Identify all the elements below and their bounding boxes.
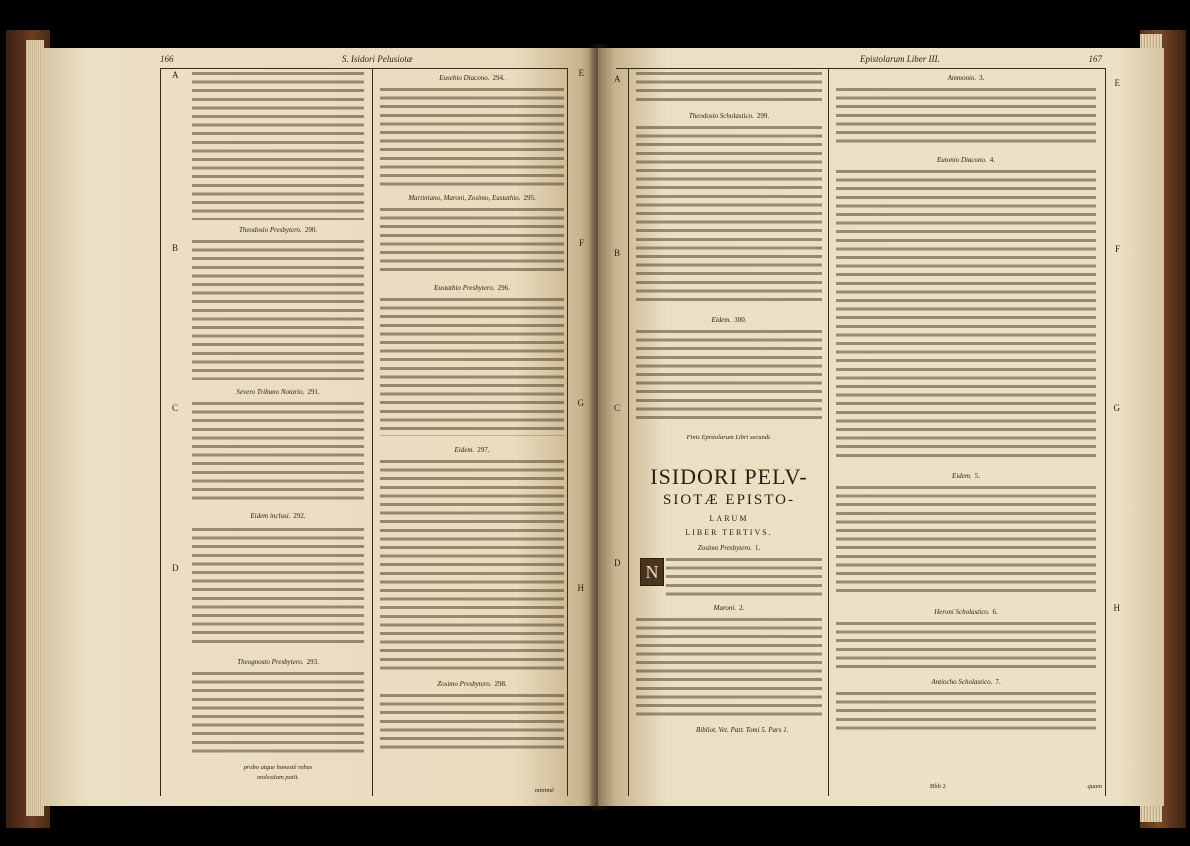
text-block (380, 694, 564, 754)
text-block (836, 486, 1096, 598)
text-block (836, 88, 1096, 144)
text-block (636, 330, 822, 422)
text-block (636, 126, 822, 306)
right-outer-rule (1105, 68, 1106, 796)
margin-letter: D (614, 558, 621, 568)
margin-letter: A (172, 70, 179, 80)
margin-letter: B (614, 248, 621, 258)
left-column-2 (380, 72, 564, 792)
letter-heading: Severo Tribuno Notario. 291. (236, 388, 320, 396)
left-page (42, 48, 598, 806)
right-column-divider (828, 68, 829, 796)
left-running-head: S. Isidori Pelusiotæ (342, 54, 413, 64)
closing-line: probo atque honestè rebus (243, 764, 313, 771)
letter-heading: Eidem. 300. (711, 316, 747, 324)
letter-heading: Eutonio Diacono. 4. (936, 156, 996, 164)
text-block (380, 88, 564, 186)
margin-letter: G (1113, 403, 1120, 413)
text-block (636, 618, 822, 720)
book-title-line-3: LARUM (709, 514, 749, 523)
end-of-book: Finis Epistolarum Libri secundi. (686, 434, 772, 441)
left-column-divider (372, 68, 373, 796)
left-page-number: 166 (160, 54, 174, 64)
left-head-rule (160, 68, 568, 69)
book-title-line-1: ISIDORI PELV- (650, 464, 808, 489)
letter-heading: Eusebio Diacono. 294. (439, 74, 505, 82)
text-block (192, 72, 364, 220)
margin-letter: H (577, 583, 584, 593)
text-block (836, 622, 1096, 668)
right-page-number: 167 (1088, 54, 1102, 64)
text-block (380, 298, 564, 436)
margin-letter: F (578, 238, 584, 248)
letter-heading: Zosimo Presbytero. 1. (697, 544, 761, 552)
letter-heading: Theognosto Presbytero. 293. (237, 658, 319, 666)
left-column-1 (192, 72, 364, 792)
margin-letter: G (577, 398, 584, 408)
letter-heading: Ammonio. 3. (947, 74, 985, 82)
letter-heading: Eustathio Presbytero. 296. (434, 284, 510, 292)
text-block (636, 72, 822, 102)
letter-heading: Heroni Scholastico. 6. (934, 608, 998, 616)
letter-heading: Maroni. 2. (713, 604, 745, 612)
signature-line: Bibliot. Vet. Patr. Tomi 5. Pars 1. (696, 726, 789, 734)
book-title-line-4: LIBER TERTIVS. (685, 528, 773, 537)
text-block (666, 558, 822, 598)
text-block (380, 208, 564, 274)
closing-line: molestiam patit. (257, 774, 299, 781)
letter-heading: Antiocho Scholastico. 7. (931, 678, 1001, 686)
text-block (192, 672, 364, 758)
drop-capital: N (640, 558, 664, 586)
letter-heading: Theodosio Scholastico. 299. (688, 112, 770, 120)
text-block (192, 240, 364, 380)
catchword: minimè (534, 787, 554, 794)
letter-heading: Eidem. 297. (454, 446, 490, 454)
letter-heading: Zosimo Presbytero. 298. (437, 680, 507, 688)
margin-letter: C (172, 403, 179, 413)
right-head-rule (616, 68, 1106, 69)
signature-mark: Bbb 2 (930, 783, 946, 790)
right-column-1 (636, 72, 822, 792)
text-block (380, 460, 564, 672)
text-block (836, 170, 1096, 460)
letter-heading: Theodosio Presbytero. 290. (238, 226, 318, 234)
book-title-line-2: SIOTÆ EPISTO- (663, 492, 795, 508)
text-block (836, 692, 1096, 732)
margin-letter: E (578, 68, 584, 78)
margin-letter: H (1113, 603, 1120, 613)
left-outer-rule (160, 68, 161, 796)
catchword: quam (1087, 783, 1102, 790)
text-block (192, 402, 364, 504)
margin-letter: F (1114, 244, 1120, 254)
margin-letter: A (614, 74, 621, 84)
right-running-head: Epistolarum Liber III. (860, 54, 940, 64)
right-page (598, 48, 1164, 806)
margin-letter: D (172, 563, 179, 573)
margin-letter: C (614, 403, 621, 413)
margin-letter: E (1114, 78, 1120, 88)
left-inner-rule (567, 68, 568, 796)
right-inner-rule (628, 68, 629, 796)
right-column-2 (836, 72, 1096, 792)
letter-heading: Martiniano, Maroni, Zosimo, Eustathio. 295. (408, 194, 536, 202)
letter-heading: Eidem. 5. (952, 472, 980, 480)
text-block (192, 528, 364, 648)
margin-letter: B (172, 243, 179, 253)
letter-heading: Eidem inclusi. 292. (250, 512, 306, 520)
